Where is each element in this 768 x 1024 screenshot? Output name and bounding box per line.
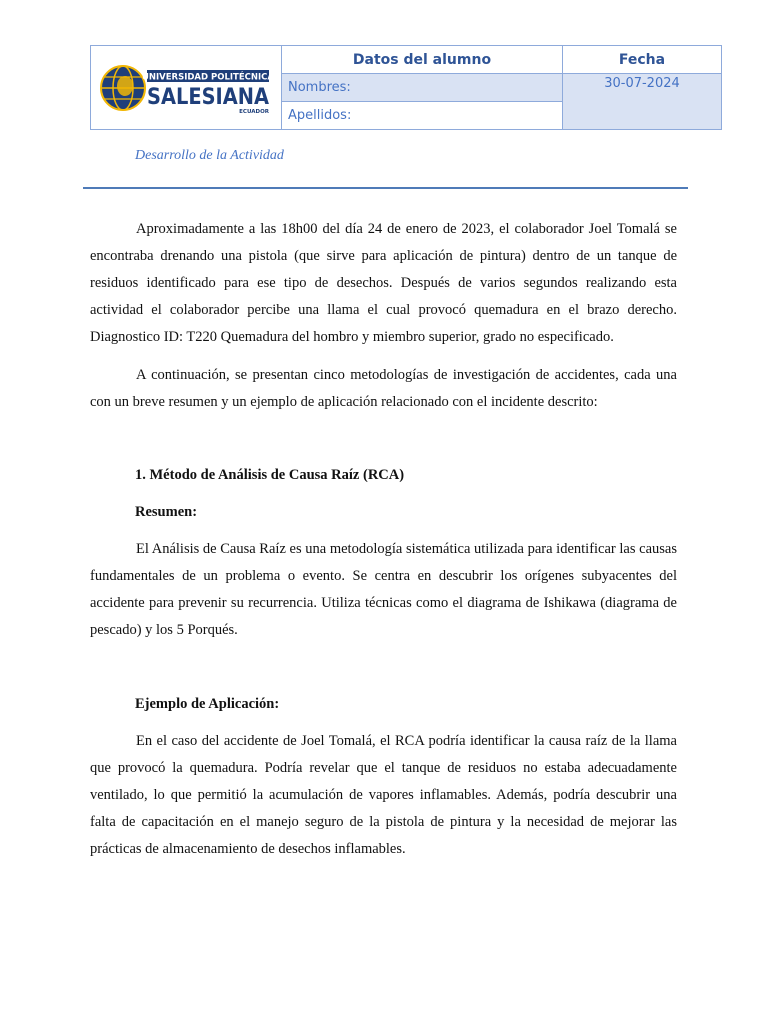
logo-line3: ECUADOR xyxy=(239,109,269,115)
university-logo xyxy=(99,64,274,116)
logo-line2: SALESIANA xyxy=(147,85,269,110)
date-value: 30-07-2024 xyxy=(604,76,680,91)
nombres-label: Nombres: xyxy=(288,80,351,95)
paragraph-intro: A continuación, se presentan cinco metodologías de investigación de accidentes, cada una con un breve resumen y un ejemplo de aplicación relacionado con el incidente descrito: xyxy=(90,367,677,410)
globe-logo-icon xyxy=(99,64,274,116)
horizontal-divider xyxy=(83,187,688,189)
apellidos-field[interactable] xyxy=(282,102,563,130)
header-table xyxy=(90,45,722,130)
section-subtitle: Desarrollo de la Actividad xyxy=(135,148,284,163)
paragraph-rca-summary: El Análisis de Causa Raíz es una metodología sistemática utilizada para identificar las causas fundamentales de un problema o evento. Se centra en descubrir los orígenes subyacentes del accidente para prevenir su recurrencia. Utiliza técnicas como el diagrama de Ishikawa (diagrama de pescado) y los 5 Porqués. xyxy=(90,541,677,638)
paragraph-rca-example: En el caso del accidente de Joel Tomalá, el RCA podría identificar la causa raíz de la llama que provocó la quemadura. Podría revelar que el tanque de residuos no estaba adecuadamente ventilado, lo que permitió la acumulación de vapores inflamables. Además, podría descubrir una falta de capacitación en el manejo seguro de la pistola de pintura y la necesidad de mejorar las prácticas de almacenamiento de desechos inflamables. xyxy=(90,733,677,857)
logo-line1: UNIVERSIDAD POLITÉCNICA xyxy=(141,72,274,83)
logo-cell xyxy=(91,46,282,130)
paragraph-incident: Aproximadamente a las 18h00 del día 24 de enero de 2023, el colaborador Joel Tomalá se encontraba drenando una pistola (que sirve para aplicación de pintura) dentro de un tanque de residuos identificado para ese tipo de desechos. Después de varios segundos realizando esta actividad el colaborador percibe una llama el cual provocó quemadura en el brazo derecho. Diagnostico ID: T220 Quemadura del hombro y miembro superior, grado no especificado. xyxy=(90,221,677,345)
student-data-header: Datos del alumno xyxy=(282,46,563,74)
nombres-field[interactable] xyxy=(282,74,563,102)
apellidos-label: Apellidos: xyxy=(288,108,352,123)
date-header: Fecha xyxy=(563,46,722,74)
heading-rca: 1. Método de Análisis de Causa Raíz (RCA) xyxy=(135,467,405,483)
heading-summary: Resumen: xyxy=(135,504,198,520)
heading-example: Ejemplo de Aplicación: xyxy=(135,696,280,712)
date-cell[interactable] xyxy=(563,74,722,130)
